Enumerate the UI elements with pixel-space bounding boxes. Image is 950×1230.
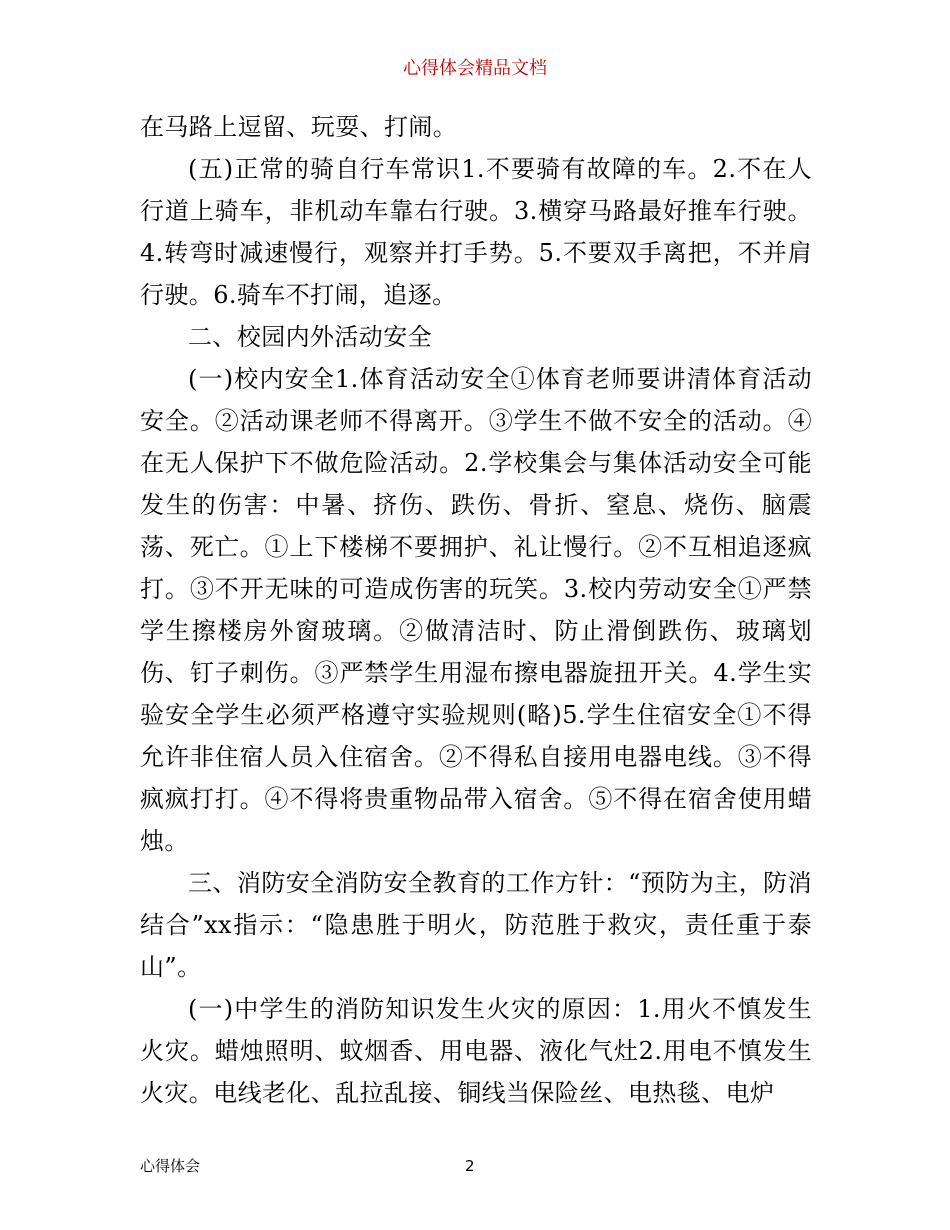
page-header: 心得体会精品文档 [403,58,547,79]
paragraph-fire-causes: (一)中学生的消防知识发生火灾的原因：1.用火不慎发生火灾。蜡烛照明、蚊烟香、用电器、液化气灶2.用电不慎发生火灾。电线老化、乱拉乱接、铜线当保险丝、电热毯、电炉 [140,995,812,1107]
paragraph-campus-safety: (一)校内安全1.体育活动安全①体育老师要讲清体育活动安全。②活动课老师不得离开。③学生不做不安全的活动。④在无人保护下不做危险活动。2.学校集会与集体活动安全可能发生的伤害：中暑、挤伤、跌伤、骨折、窒息、烧伤、脑震荡、死亡。①上下楼梯不要拥护、礼让慢行。②不互相追逐疯打。③不开无味的可造成伤害的玩笑。3.校内劳动安全①严禁学生擦楼房外窗玻璃。②做清洁时、防止滑倒跌伤、玻璃划伤、钉子刺伤。③严禁学生用湿布擦电器旋扭开关。4.学生实验安全学生必须严格遵守实验规则(略)5.学生住宿安全①不得允许非住宿人员入住宿舍。②不得私自接用电器电线。③不得疯疯打打。④不得将贵重物品带入宿舍。⑤不得在宿舍使用蜡烛。 [140,365,812,855]
section-heading-campus-safety: 二、校园内外活动安全 [188,323,432,351]
document-body [140,106,812,1114]
page-number: 2 [465,1157,475,1175]
footer-label: 心得体会 [140,1157,201,1175]
paragraph-continuation: 在马路上逗留、玩耍、打闹。 [140,113,458,141]
paragraph-bicycle-safety: (五)正常的骑自行车常识1.不要骑有故障的车。2.不在人行道上骑车，非机动车靠右行驶。3.横穿马路最好推车行驶。4.转弯时减速慢行，观察并打手势。5.不要双手离把，不并肩行驶。6.骑车不打闹，追逐。 [140,155,812,309]
paragraph-fire-safety: 三、消防安全消防安全教育的工作方针：“预防为主，防消结合”xx指示：“隐患胜于明火，防范胜于救灾，责任重于泰山”。 [140,869,812,981]
